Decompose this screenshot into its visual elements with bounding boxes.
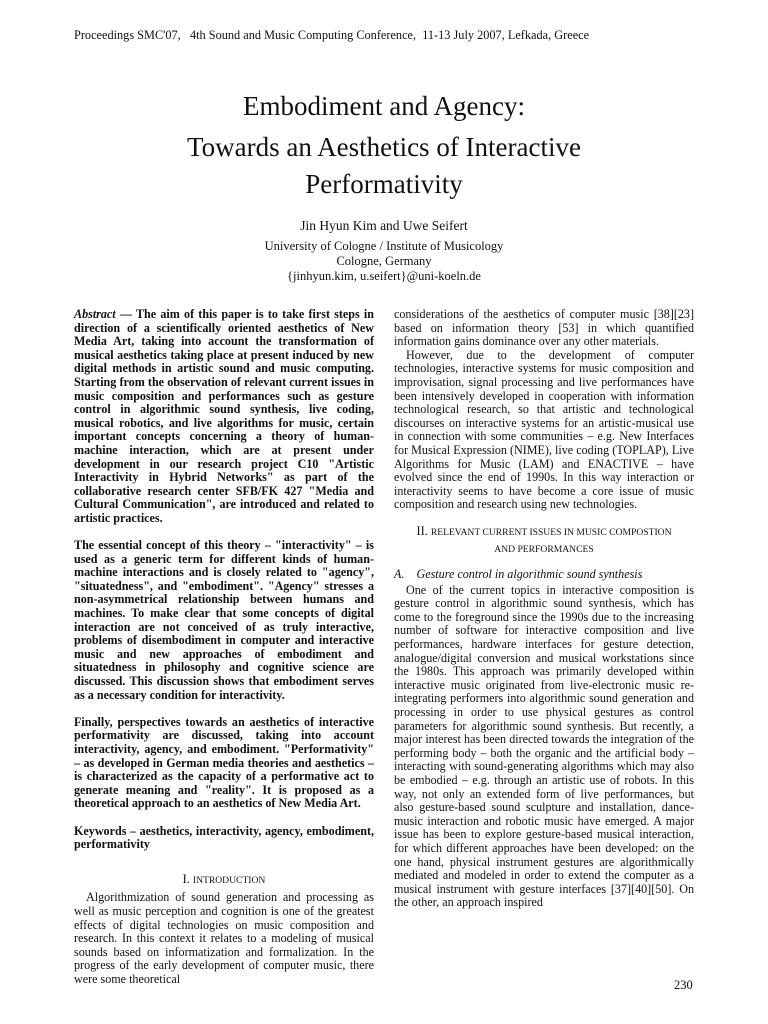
intro-paragraph-1: Algorithmization of sound generation and processing as well as music perception and cognition is one of the greatest effects of digital technologies on music composition and research. In this context it relates to a modeling of musical sounds based on informatization and formalization. In the progress of the early development of computer music, there were some theoretical bbox=[74, 890, 374, 986]
keywords: Keywords – aesthetics, interactivity, agency, embodiment, performativity bbox=[74, 823, 374, 852]
section-title-line-1: RELEVANT CURRENT ISSUES IN MUSIC COMPOSTION bbox=[430, 526, 672, 538]
section-heading-relevant-issues bbox=[394, 525, 694, 540]
author-names: Jin Hyun Kim and Uwe Seifert bbox=[300, 218, 468, 233]
running-header: Proceedings SMC'07, 4th Sound and Music Computing Conference, 11-13 July 2007, Lefkada, Greece bbox=[74, 28, 590, 42]
abstract-paragraph-1 bbox=[74, 308, 374, 526]
title-line-1: Embodiment and Agency: bbox=[243, 91, 525, 121]
body-paragraph-2: However, due to the development of computer technologies, interactive systems for music composition and improvisation, signal processing and live performances have been intensively developed in cooperation with information technological research, so that artistic and technological discourses on interactive systems for an artistic-musical use in connection with some communities – e.g. New Interfaces for Musical Expression (NIME), live coding (TOPLAP), Live Algorithms for Music (LAM) and ENACTIVE – have evolved since the end of 1990s. In this way interaction or interactivity seems to have become a core issue of music composition and research using new technologies. bbox=[394, 347, 694, 512]
right-column bbox=[394, 308, 694, 910]
abstract-label: Abstract bbox=[74, 307, 116, 321]
section-heading-introduction bbox=[74, 873, 374, 888]
paper-title bbox=[0, 88, 768, 203]
subsection-heading-a: A. Gesture control in algorithmic sound synthesis bbox=[394, 567, 643, 582]
section-number: I. bbox=[182, 871, 193, 886]
affiliation-city: Cologne, Germany bbox=[336, 254, 432, 268]
section-heading-relevant-issues-line-2 bbox=[394, 542, 694, 557]
body-paragraph-3: One of the current topics in interactive composition is gesture control in algorithmic sound synthesis, which has come to the foreground since the 1990s due to the increasing number of software for interactive composition and live performances, hardware interfaces for gesture detection, analogue/digital conversion and musical workstations since the 1980s. This approach was primarily developed within interactive music originated from live-electronic music re-integrating performers into algorithmic sound generation and processing in order to use physical gestures as control parameters for algorithmic sound synthesis. But recently, a major interest has been directed towards the integration of the performing body – both the organic and the artificial body – interacting with sound-generating algorithms which may also be embodied – e.g. through an artistic use of robots. In this way, not only an extended form of live performances, but also gesture-based sound sculpture and installation, dance-music interaction and robotic music have emerged. A major issue has been to explore gesture-based musical interaction, for which different approaches have been developed: on the one hand, physical instrument gestures are algorithmically mediated and modeled in order to extend the computer as a musical instrument with gesture interfaces [37][40][50]. On the other, an approach inspired bbox=[394, 582, 694, 910]
abstract-paragraph-3: Finally, perspectives towards an aesthetics of interactive performativity are discussed, taking into account interactivity, agency, and embodiment. "Performativity" – as developed in German media theories and aesthetics – is characterized as the capacity of a performative act to generate meaning and "reality". It is proposed as a theoretical approach to an aesthetics of New Media Art. bbox=[74, 714, 374, 811]
section-title-line-2: AND PERFORMANCES bbox=[494, 543, 594, 555]
body-paragraph-1: considerations of the aesthetics of computer music [38][23] based on information theory [53] in which quantified information gains dominance over any other materials. bbox=[394, 307, 694, 349]
page-number: 230 bbox=[674, 978, 693, 992]
abstract-paragraph-2: The essential concept of this theory – "interactivity" – is used as a generic term for different kinds of human-machine interactions and is closely related to "agency", "situatedness", and "embodiment". "Agency" stresses a non-asymmetrical relationship between humans and machines. To make clear that some concepts of digital interaction are not conceived of as truly interactive, problems of disembodiment in computer and interactive music and new approaches of embodiment and situatedness in philosophy and cognitive science are discussed. This discussion shows that embodiment serves as a necessary condition for interactivity. bbox=[74, 538, 374, 702]
affiliation-email: {jinhyun.kim, u.seifert}@uni-koeln.de bbox=[287, 269, 481, 283]
title-line-2: Towards an Aesthetics of Interactive bbox=[187, 132, 581, 162]
abstract-text-1: — The aim of this paper is to take first steps in direction of a scientifically oriented aesthetics of New Media Art, taking into account the transformation of musical aesthetics taking place at present induced by new digital methods in artistic sound and music computing. Starting from the observation of relevant current issues in music composition and performances such as gesture control in algorithmic sound synthesis, live coding, musical robotics, and live algorithms for music, certain important concepts concerning a theory of human-machine interaction, which are at present under development in our research project C10 "Artistic Interactivity in Hybrid Networks" as part of the collaborative research center SFB/FK 427 "Media and Cultural Communication", are introduced and related to artistic practices. bbox=[74, 307, 374, 525]
section-title: INTRODUCTION bbox=[192, 874, 266, 886]
title-line-3: Performativity bbox=[305, 169, 463, 199]
affiliation-institute: University of Cologne / Institute of Musicology bbox=[264, 239, 504, 253]
section-number: II. bbox=[416, 523, 431, 538]
affiliation bbox=[0, 239, 768, 284]
left-column bbox=[74, 308, 374, 987]
